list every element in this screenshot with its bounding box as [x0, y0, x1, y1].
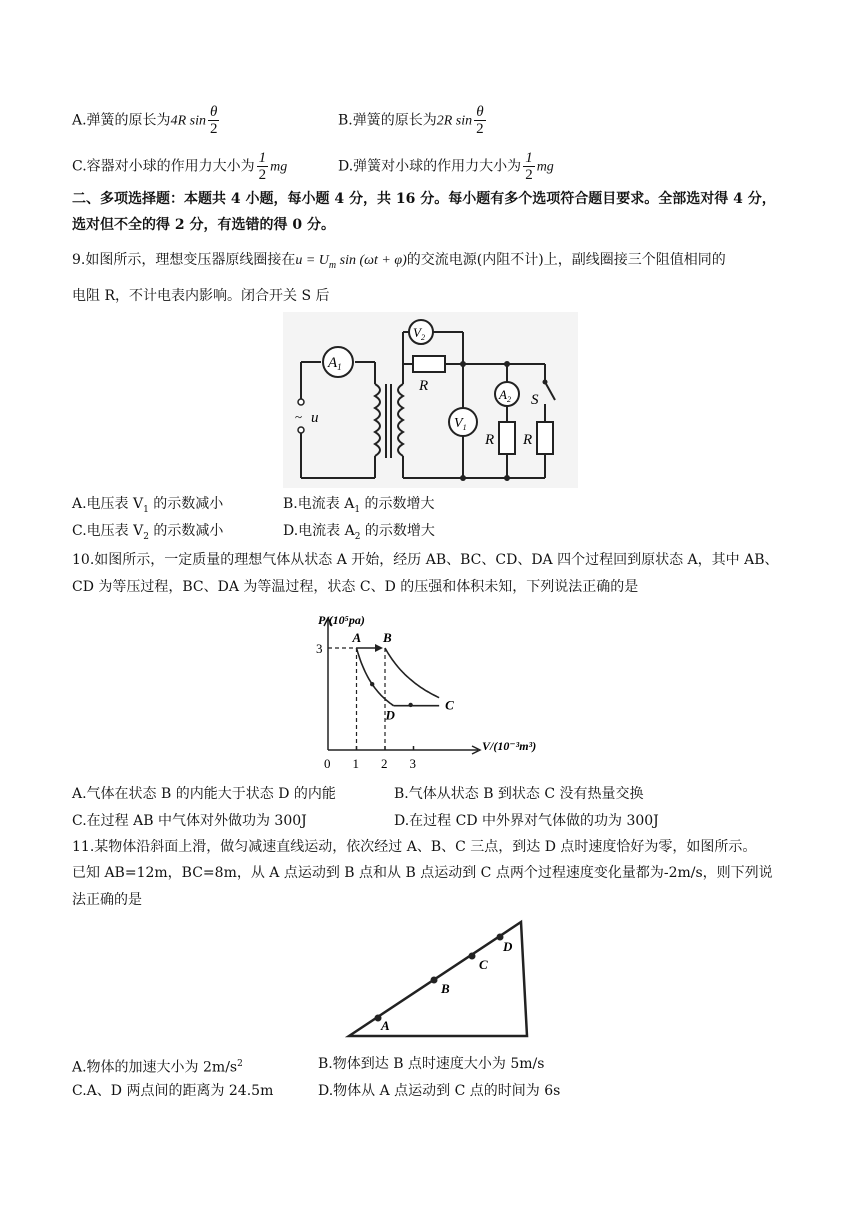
- switch-s-label: S: [531, 392, 539, 408]
- q11-incline-diagram: [345, 918, 530, 1040]
- q8-option-b-fraction: $\frac{\theta}{2}$: [476, 104, 484, 137]
- state-b-label: B: [383, 630, 392, 645]
- point-c-dot: [469, 953, 476, 960]
- q8-option-a: A.弹簧的原长为4R sin $\frac{\theta}{2}$: [72, 104, 218, 137]
- q11-stem-line1: 11.某物体沿斜面上滑，做匀减速直线运动，依次经过 A、B、C 三点，到达 D 点时速度恰好为零，如图所示。: [72, 839, 757, 855]
- q10-option-a: A.气体在状态 B 的内能大于状态 D 的内能: [72, 786, 336, 802]
- q8-option-d: D.弹簧对小球的作用力大小为 $\frac{1}{2}$ mg: [338, 150, 554, 183]
- q10-pv-chart: [300, 610, 540, 772]
- process-ab-arrow: [375, 644, 383, 652]
- point-a-label: A: [381, 1018, 390, 1033]
- q9-circuit-diagram: [283, 312, 578, 488]
- point-b-dot: [431, 977, 438, 984]
- process-bc: [385, 648, 439, 698]
- state-d-label: D: [385, 707, 395, 723]
- u-label: u: [311, 410, 319, 426]
- source-terminal-top: [298, 399, 304, 405]
- section-2-heading-line1: 二、多项选择题：本题共 4 小题，每小题 4 分，共 16 分。每小题有多个选项符合题目要求。全部选对得 4 分，: [72, 191, 776, 207]
- v2-label: $V_2$: [413, 325, 425, 342]
- r-middle-label: R: [485, 432, 495, 448]
- x-axis-label: V/(10⁻³m³): [482, 739, 537, 753]
- y-tick-label-3: 3: [316, 641, 323, 656]
- q10-option-b: B.气体从状态 B 到状态 C 没有热量交换: [394, 786, 644, 802]
- resistor-middle: [499, 422, 515, 454]
- process-cd-marker: [408, 703, 412, 707]
- x-tick-label-3: 3: [409, 756, 416, 771]
- q8-option-d-fraction: $\frac{1}{2}$: [525, 150, 533, 183]
- q9-stem-line2: 电阻 R，不计电表内影响。闭合开关 S 后: [72, 288, 330, 304]
- a2-label: $A_2$: [499, 387, 511, 404]
- q8-option-c: C.容器对小球的作用力大小为 $\frac{1}{2}$ mg: [72, 150, 288, 183]
- q9-option-d: D.电流表 $A_2$ 的示数增大: [283, 523, 435, 542]
- process-da: [357, 648, 394, 706]
- q11-option-c: C.A、D 两点间的距离为 24.5m: [72, 1083, 274, 1099]
- r-top-label: R: [419, 378, 429, 394]
- state-a-label: A: [352, 630, 362, 645]
- q11-option-d: D.物体从 A 点运动到 C 点的时间为 6s: [318, 1083, 561, 1099]
- point-b-label: B: [441, 981, 450, 996]
- v1-label: $V_1$: [454, 416, 467, 432]
- q9-option-c: C.电压表 $V_2$ 的示数减小: [72, 523, 224, 542]
- section-2-heading-line2: 选对但不全的得 2 分，有选错的得 0 分。: [72, 217, 335, 233]
- q10-stem-line1: 10.如图所示，一定质量的理想气体从状态 A 开始，经历 AB、BC、CD、DA 四个过程回到原状态 A，其中 AB、: [72, 552, 779, 568]
- a1-label: $A_1$: [328, 355, 342, 372]
- state-c-label: C: [445, 697, 454, 713]
- q9-option-a: A.电压表 $V_1$ 的示数减小: [72, 496, 224, 515]
- q10-option-c: C.在过程 AB 中气体对外做功为 300J: [72, 813, 307, 829]
- r-right-label: R: [523, 432, 533, 448]
- q10-stem-line2: CD 为等压过程，BC、DA 为等温过程，状态 C、D 的压强和体积未知，下列说法正确的是: [72, 579, 639, 595]
- q8-option-b: B.弹簧的原长为2R sin $\frac{\theta}{2}$: [338, 104, 484, 137]
- point-d-label: D: [503, 939, 513, 954]
- q9-option-b: B.电流表 $A_1$ 的示数增大: [283, 496, 435, 515]
- q8-option-b-expr: 2R sin: [436, 113, 473, 129]
- q9-stem-line1: 9.如图所示，理想变压器原线圈接在$u = U_m$ sin (ωt + φ)的交流电源(内阻不计)上，副线圈接三个阻值相同的: [72, 252, 726, 271]
- resistor-top: [413, 356, 445, 372]
- y-axis-label: P/(10⁵pa): [318, 613, 365, 627]
- q8-option-a-fraction: $\frac{\theta}{2}$: [209, 104, 218, 137]
- q8-option-a-expr: 4R sin: [170, 113, 206, 129]
- q9-formula: $u = U_m$ sin (ωt + φ): [295, 253, 407, 271]
- process-da-marker: [370, 682, 374, 686]
- ac-tilde: ~: [295, 409, 303, 424]
- q11-option-a: A.物体的加速大小为 $2m/s^2$: [72, 1059, 243, 1076]
- q8-option-c-fraction: $\frac{1}{2}$: [258, 150, 267, 183]
- point-c-label: C: [479, 957, 488, 972]
- x-tick-label-2: 2: [381, 756, 388, 771]
- q10-option-d: D.在过程 CD 中外界对气体做的功为 300J: [394, 813, 659, 829]
- x-tick-label-1: 1: [352, 756, 359, 771]
- resistor-right: [537, 422, 553, 454]
- source-terminal-bottom: [298, 427, 304, 433]
- x-tick-label-0: 0: [324, 756, 331, 771]
- q11-option-b: B.物体到达 B 点时速度大小为 5m/s: [318, 1056, 545, 1072]
- q11-stem-line3: 法正确的是: [72, 892, 142, 908]
- q11-stem-line2: 已知 AB=12m，BC=8m，从 A 点运动到 B 点和从 B 点运动到 C 点两个过程速度变化量都为-2m/s，则下列说: [72, 865, 773, 881]
